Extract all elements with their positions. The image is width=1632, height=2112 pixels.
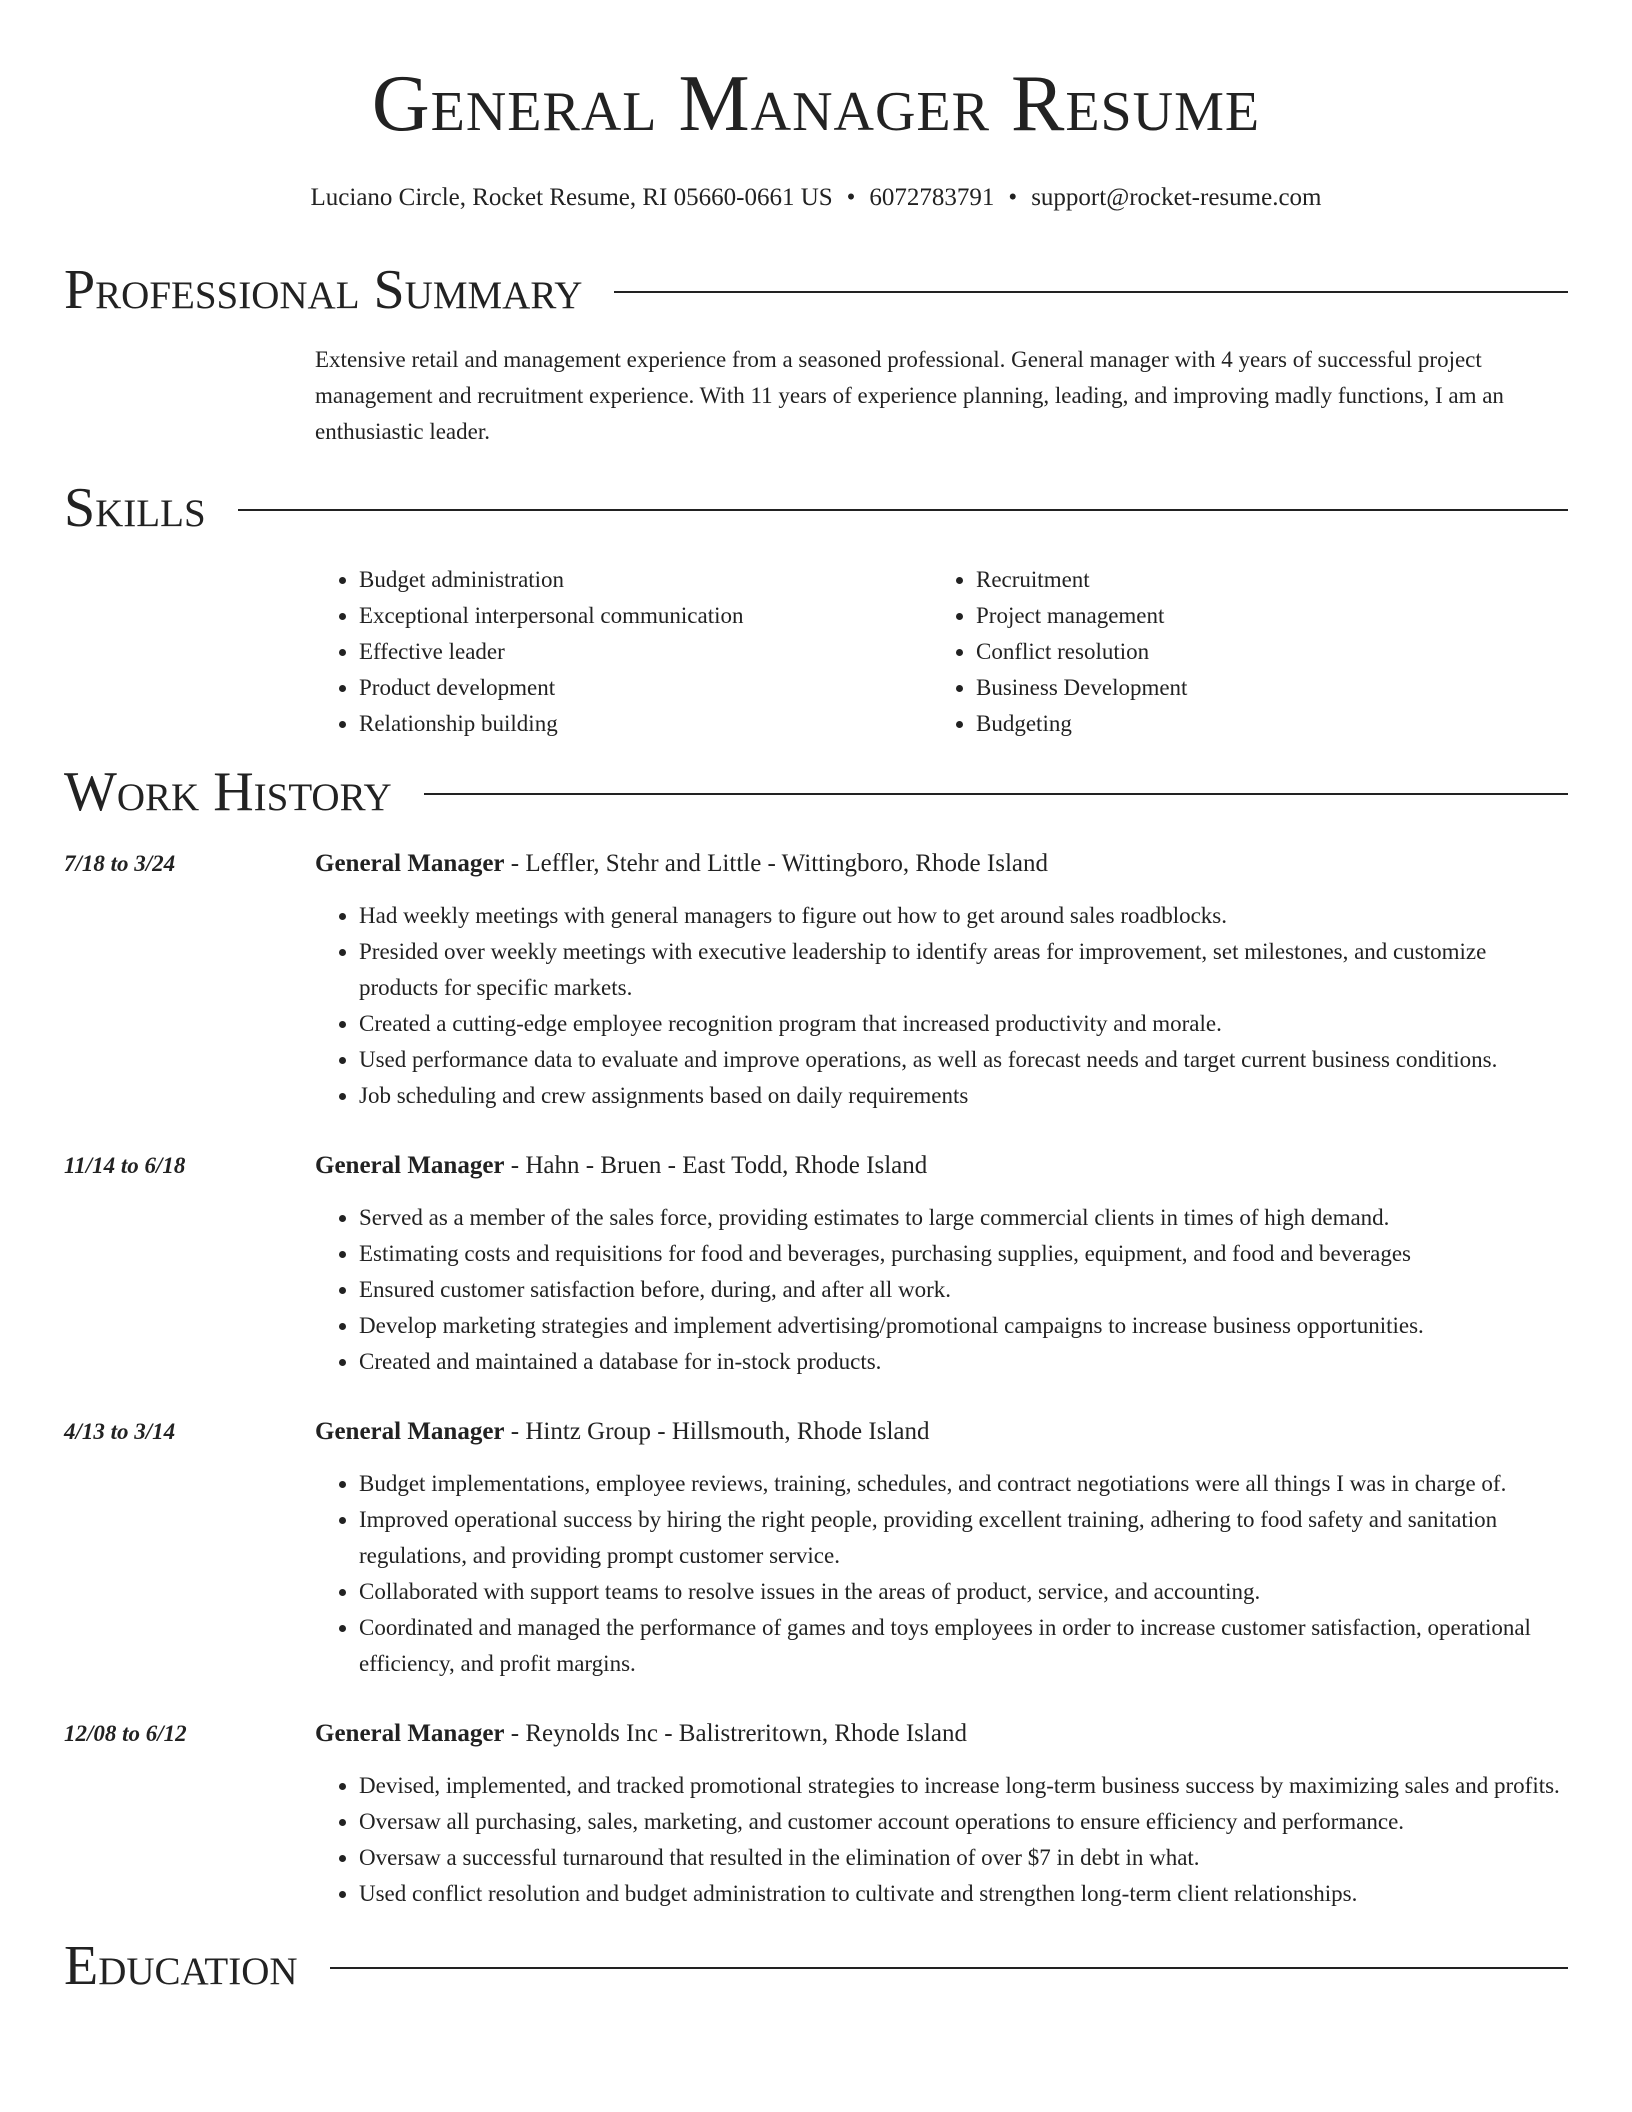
job-duty: • Develop marketing strategies and implement advertising/promotional campaigns to increase business opportunities. [359,1308,1568,1344]
job-duty: • Oversaw all purchasing, sales, marketing, and customer account operations to ensure efficiency and performance. [359,1804,1568,1840]
section-divider [238,509,1568,511]
job-title: General Manager [315,1418,505,1445]
skills-column-left [315,562,932,742]
job-duty: • Job scheduling and crew assignments based on daily requirements [359,1078,1568,1114]
job-duty: • Estimating costs and requisitions for food and beverages, purchasing supplies, equipment, and food and beverages [359,1236,1568,1272]
work-history-heading: Work History [64,761,392,823]
contact-separator: • [846,184,856,211]
skill-item: • Recruitment [976,562,1549,598]
resume-page [64,0,1568,1998]
job-duty: • Created a cutting-edge employee recognition program that increased productivity and morale. [359,1006,1568,1042]
job-duty: • Used performance data to evaluate and improve operations, as well as forecast needs and target current business conditions. [359,1042,1568,1078]
job-duty: • Collaborated with support teams to resolve issues in the areas of product, service, and accounting. [359,1574,1568,1610]
job-employer: - Leffler, Stehr and Little - Wittingboro, Rhode Island [504,850,1049,877]
job-duty: • Coordinated and managed the performance of games and toys employees in order to increase customer satisfaction, operational efficiency, and profit margins. [359,1610,1568,1682]
section-divider [330,1967,1568,1969]
contact-phone: 6072783791 [869,184,995,211]
job-dates: 12/08 to 6/12 [64,1721,187,1746]
section-divider [614,291,1568,293]
job-dates: 4/13 to 3/14 [64,1419,176,1444]
job-duty: • Devised, implemented, and tracked promotional strategies to increase long-term business success by maximizing sales and profits. [359,1768,1568,1804]
skills-list [315,562,1568,742]
job-heading [315,1414,1568,1450]
work-history-section-header [64,760,1568,824]
job-duties [315,1200,1568,1380]
job-entry [64,1716,1568,1912]
job-duty: • Created and maintained a database for in-stock products. [359,1344,1568,1380]
skill-item: • Budgeting [976,706,1549,742]
job-duty: • Had weekly meetings with general managers to figure out how to get around sales roadblocks. [359,898,1568,934]
job-employer: - Hahn - Bruen - East Todd, Rhode Island [504,1152,928,1179]
job-duty: • Improved operational success by hiring the right people, providing excellent training, adhering to food safety and sanitation regulations, and providing prompt customer service. [359,1502,1568,1574]
contact-line [64,182,1568,214]
skill-item: • Exceptional interpersonal communication [359,598,932,634]
job-duty: • Used conflict resolution and budget administration to cultivate and strengthen long-term client relationships. [359,1876,1568,1912]
job-employer: - Hintz Group - Hillsmouth, Rhode Island [504,1418,930,1445]
skill-item: • Product development [359,670,932,706]
skill-item: • Effective leader [359,634,932,670]
skills-heading: Skills [64,477,206,539]
summary-section-header [64,258,1568,322]
job-dates: 11/14 to 6/18 [64,1153,186,1178]
skill-item: • Budget administration [359,562,932,598]
job-title: General Manager [315,1720,505,1747]
resume-title: General Manager Resume [371,60,1261,148]
job-duty: • Presided over weekly meetings with executive leadership to identify areas for improvement, set milestones, and customize products for specific markets. [359,934,1568,1006]
education-section-header [64,1934,1568,1998]
summary-text: Extensive retail and management experience from a seasoned professional. General manager with 4 years of successful project management and recruitment experience. With 11 years of experience planning, leading, and improving madly functions, I am an enthusiastic leader. [315,347,1504,444]
job-entry [64,1414,1568,1682]
job-duties [315,1466,1568,1682]
job-duties [315,1768,1568,1912]
job-duty: • Budget implementations, employee reviews, training, schedules, and contract negotiations were all things I was in charge of. [359,1466,1568,1502]
job-entry [64,1148,1568,1380]
job-heading [315,846,1568,882]
contact-address: Luciano Circle, Rocket Resume, RI 05660-0661 US [310,184,833,211]
job-title: General Manager [315,1152,505,1179]
job-duties [315,898,1568,1114]
job-dates: 7/18 to 3/24 [64,851,176,876]
job-heading [315,1148,1568,1184]
job-duty: • Served as a member of the sales force, providing estimates to large commercial clients in times of high demand. [359,1200,1568,1236]
job-employer: - Reynolds Inc - Balistreritown, Rhode Island [504,1720,967,1747]
contact-separator: • [1008,184,1018,211]
skill-item: • Project management [976,598,1549,634]
skills-section-header [64,476,1568,540]
education-heading: Education [64,1935,298,1997]
skill-item: • Relationship building [359,706,932,742]
section-divider [424,793,1568,795]
job-heading [315,1716,1568,1752]
skill-item: • Business Development [976,670,1549,706]
job-title: General Manager [315,850,505,877]
job-entry [64,846,1568,1114]
contact-email: support@rocket-resume.com [1031,184,1322,211]
skill-item: • Conflict resolution [976,634,1549,670]
job-duty: • Ensured customer satisfaction before, during, and after all work. [359,1272,1568,1308]
skills-column-right [932,562,1549,742]
summary-heading: Professional Summary [64,259,583,321]
job-duty: • Oversaw a successful turnaround that resulted in the elimination of over $7 in debt in what. [359,1840,1568,1876]
